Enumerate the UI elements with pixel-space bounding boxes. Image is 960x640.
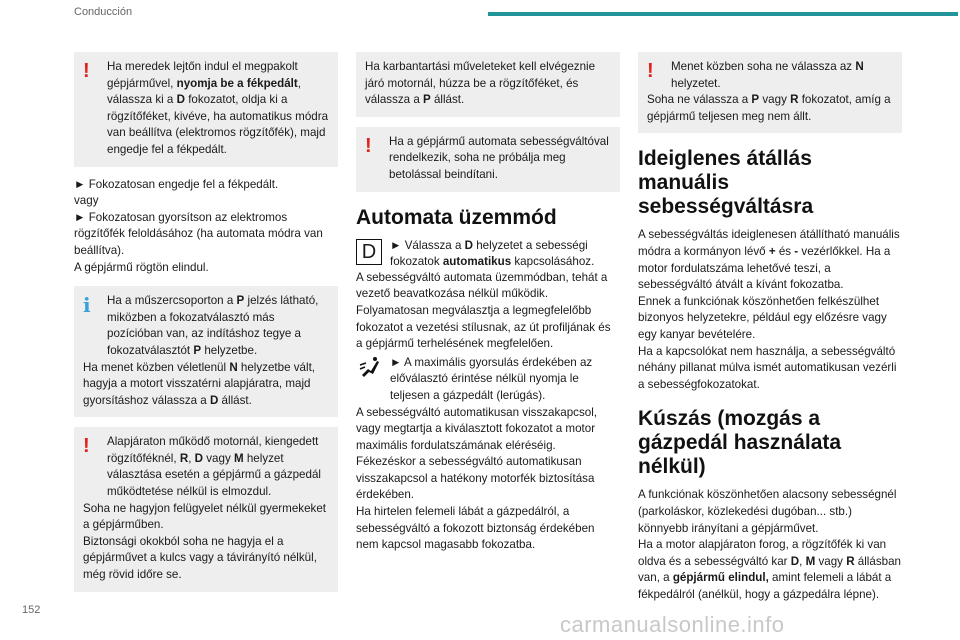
info-icon: i [83,293,91,318]
manual-desc-3: Ha a kapcsolókat nem használja, a sebességváltó néhány pillanat múlva ismét automatikusan vezérli a sebességfokozatokat. [638,344,897,391]
warning-icon: ! [365,134,372,157]
foot-pedal-icon [358,355,382,379]
gear-d-section [356,238,620,271]
heading-automatic-mode: Automata üzemmód [356,205,557,229]
warning-icon: ! [83,60,90,82]
column-3 [638,52,902,603]
text-vehicle-starts: A gépjármű rögtön elindul. [74,260,209,274]
instruction-release-brake: ► Fokozatosan engedje fel a fékpedált. [74,177,279,191]
text-or: vagy [74,194,99,208]
manual-desc-1: A sebességváltás ideiglenesen átállítható manuális módra a kormányon lévő + és - vezérlőkkel. Ha a motor fordulatszáma lehetővé teszi, a sebességváltó átvált a kívánt fokozatba. [638,228,900,292]
gear-d-icon: D [356,239,382,265]
page-number: 152 [22,604,41,616]
column-1 [74,52,338,602]
kickdown-desc-3: Ha hirtelen felemeli lábát a gázpedálról, a sebességváltó a fokozott biztonság érdekében nem kapcsol magasabb fokozatba. [356,505,595,552]
warning-text: Ha a gépjármű automata sebességváltóval rendelkezik, soha ne próbálja meg betolással beindítani. [389,134,609,181]
manual-desc-2: Ennek a funkciónak köszönhetően felkészülhet bizonyos helyzetekre, például egy előzésre vagy egy kanyar bevételére. [638,294,887,341]
kickdown-desc-1: A sebességváltó automatikusan visszakapcsol, vagy megtartja a kiválasztott fokozatot a motor maximális fordulatszámának eléréséig. [356,405,598,452]
warning-text-children: Soha ne hagyjon felügyelet nélkül gyermekeket a gépjárműben. [83,501,326,532]
warning-icon: ! [83,435,90,458]
warning-box-neutral [638,52,902,133]
warning-text: Menet közben soha ne válassza az N helyzetet. [671,60,864,90]
warning-icon: ! [647,60,654,82]
heading-creep: Kúszás (mozgás a gázpedál használata nélkül) [638,407,842,479]
gear-d-instruction: ► Válassza a D helyzetet a sebességi fokozatok automatikus kapcsolásához. [390,238,595,269]
automatic-desc-1: A sebességváltó automata üzemmódban, tehát a vezető beavatkozása nélkül működik. [356,270,608,301]
warning-text-park: Soha ne válassza a P vagy R fokozatot, amíg a gépjármű teljesen meg nem állt. [647,93,891,123]
info-text: Ha a műszercsoporton a P jelzés látható, miközben a fokozatválasztó más pozícióban van, az indításhoz tegye a fokozatválasztót P helyzetbe. [107,294,319,357]
creep-desc-2: Ha a motor alapjáraton forog, a rögzítőfék ki van oldva és a sebességváltó kar D, M vagy R állásban van, a gépjármű elindul, amint felemeli a lábát a fékpedálról (anélkül, hogy a gázpedálra lépne). [638,538,901,601]
warning-box-steep-start [74,52,338,167]
kickdown-instruction: ► A maximális gyorsulás érdekében az előválasztó érintése nélkül nyomja le teljesen a gázpedált (lerúgás). [390,355,593,402]
heading-manual-override: Ideiglenes átállás manuális sebességváltásra [638,147,814,219]
kickdown-desc-2: Fékezéskor a sebességváltó automatikusan visszakapcsol a hatékony motorfék biztosítása érdekében. [356,455,595,502]
warning-text: Alapjáraton működő motornál, kiengedett rögzítőféknél, R, D vagy M helyzet választása esetén a gépjármű a gázpedál működtetése nélkül is elmozdul. [107,435,321,499]
info-box-p-indicator [74,286,338,417]
column-2 [356,52,620,554]
warning-text-key: Biztonsági okokból soha ne hagyja el a gépjárművet a kulcs vagy a távirányító nélkül, még rövid időre se. [83,534,317,582]
warning-box-push-start [356,127,620,192]
section-header: Conducción [74,6,133,18]
instruction-accelerate: ► Fokozatosan gyorsítson az elektromos rögzítőfék feloldásához (ha automata módra van beállítva). [74,210,323,257]
watermark: carmanualsonline.info [560,612,785,637]
creep-desc-1: A funkciónak köszönhetően alacsony sebességnél (parkoláskor, közlekedési dugóban... stb.) könnyebb irányítani a gépjárművet. [638,488,897,535]
info-text-neutral: Ha menet közben véletlenül N helyzetbe vált, hagyja a motort visszatérni alapjáratra, majd gyorsításhoz válassza a D állást. [83,360,316,407]
header-accent-bar [488,12,958,16]
kickdown-section [356,355,620,405]
note-box-maintenance [356,52,620,117]
automatic-desc-2: Folyamatosan megválasztja a legmegfelelőbb fokozatot a vezetési stílusnak, az út profiljának és a gépjármű terhelésének megfelelően. [356,303,611,351]
warning-box-idle-creep [74,427,338,591]
warning-text: Ha meredek lejtőn indul el megpakolt gépjárművel, nyomja be a fékpedált, válassza ki a D fokozatot, oldja ki a rögzítőféket, kivéve, ha automatikus módra van beállítva (elektromos rögzítőfék), majd engedje fel a fékpedált. [107,60,329,156]
note-text: Ha karbantartási műveleteket kell elvégeznie járó motornál, húzza be a rögzítőféket, és válassza a P állást. [365,60,596,107]
